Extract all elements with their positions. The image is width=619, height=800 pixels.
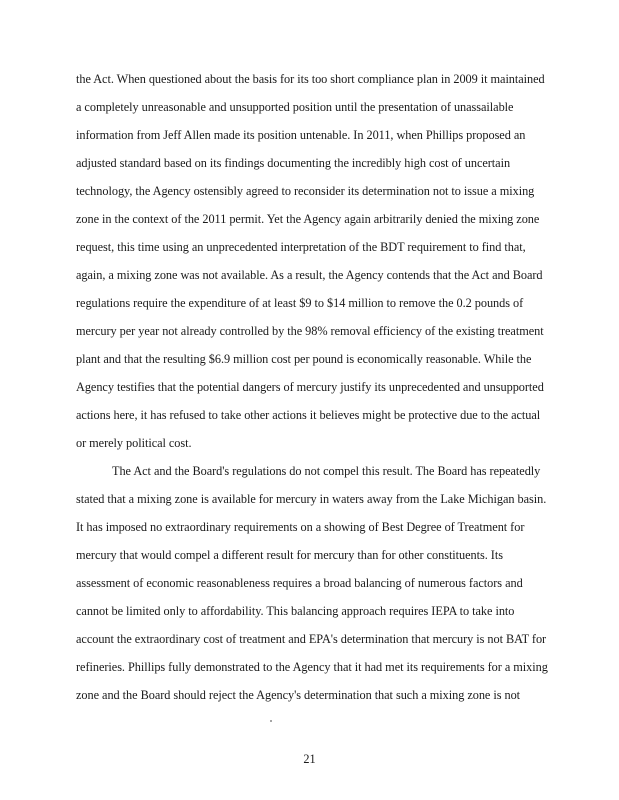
paragraph-2-line: zone and the Board should reject the Agency's determination that such a mixing zone is not — [76, 688, 521, 702]
paragraph-2-line: refineries. Phillips fully demonstrated to the Agency that it had met its requirements for a mixing — [76, 660, 548, 674]
paragraph-2-line: stated that a mixing zone is available for mercury in waters away from the Lake Michigan basin. — [76, 492, 547, 506]
paragraph-2-line: assessment of economic reasonableness requires a broad balancing of numerous factors and — [76, 576, 523, 590]
paragraph-2-line: account the extraordinary cost of treatment and EPA's determination that mercury is not BAT for — [76, 632, 547, 646]
paragraph-2-line: The Act and the Board's regulations do not compel this result. The Board has repeatedly — [112, 464, 541, 478]
paragraph-1-line: regulations require the expenditure of at least $9 to $14 million to remove the 0.2 pounds of — [76, 296, 524, 310]
paragraph-1-line: a completely unreasonable and unsupported position until the presentation of unassailable — [76, 100, 514, 114]
paragraph-1-line: information from Jeff Allen made its position untenable. In 2011, when Phillips proposed an — [76, 128, 526, 142]
paragraph-1-line: again, a mixing zone was not available. As a result, the Agency contends that the Act and Board — [76, 268, 543, 282]
paragraph-1-line: request, this time using an unprecedented interpretation of the BDT requirement to find that, — [76, 240, 526, 254]
paragraph-1-line: Agency testifies that the potential dangers of mercury justify its unprecedented and unsupported — [76, 380, 544, 394]
paragraph-1-line: mercury per year not already controlled by the 98% removal efficiency of the existing treatment — [76, 324, 544, 338]
paragraph-1-line: plant and that the resulting $6.9 million cost per pound is economically reasonable. While the — [76, 352, 532, 366]
page-number: 21 — [303, 752, 316, 766]
paragraph-2-line: mercury that would compel a different result for mercury than for other constituents. Its — [76, 548, 503, 562]
paragraph-1-line: the Act. When questioned about the basis for its too short compliance plan in 2009 it maintained — [76, 72, 545, 86]
paragraph-2-line: cannot be limited only to affordability. This balancing approach requires IEPA to take into — [76, 604, 515, 618]
paragraph-2-line: It has imposed no extraordinary requirements on a showing of Best Degree of Treatment for — [76, 520, 525, 534]
scan-artifact — [270, 720, 272, 722]
paragraph-1-line: adjusted standard based on its findings documenting the incredibly high cost of uncertain — [76, 156, 511, 170]
paragraph-1-line: or merely political cost. — [76, 436, 192, 450]
paragraph-1-line: actions here, it has refused to take other actions it believes might be protective due to the actual — [76, 408, 541, 422]
paragraph-1-line: zone in the context of the 2011 permit. Yet the Agency again arbitrarily denied the mixing zone — [76, 212, 540, 226]
paragraph-1-line: technology, the Agency ostensibly agreed to reconsider its determination not to issue a mixing — [76, 184, 535, 198]
